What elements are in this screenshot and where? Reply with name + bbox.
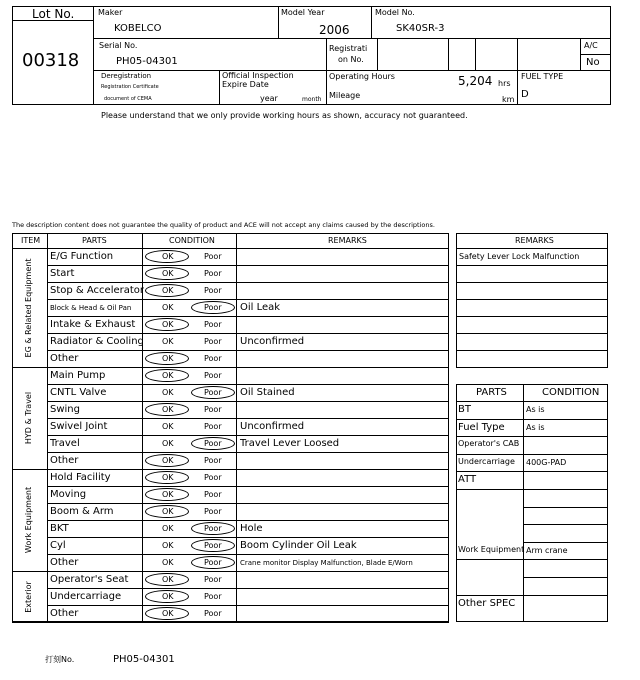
ok-option: OK (162, 609, 174, 618)
deregistration-sub-2: document of CEMA (104, 96, 152, 102)
lot-label: Lot No. (32, 7, 75, 21)
part-label: Other (50, 353, 79, 364)
part-label: Swivel Joint (50, 421, 108, 432)
ok-option: OK (162, 456, 174, 465)
maker-value: KOBELCO (114, 23, 162, 34)
ok-selected-mark (145, 607, 189, 620)
ok-selected-mark (145, 403, 189, 416)
condition-entry: 400G-PAD (526, 457, 567, 467)
part-label: Travel (50, 438, 80, 449)
parts-entry: Other SPEC (458, 597, 516, 609)
remark-text: Travel Lever Loosed (240, 438, 340, 449)
model-no-value: SK40SR-3 (396, 23, 445, 34)
part-label: Other (50, 557, 79, 568)
ok-option: OK (162, 558, 174, 567)
poor-option: Poor (204, 473, 222, 482)
part-label: Intake & Exhaust (50, 319, 136, 330)
ok-selected-mark (145, 369, 189, 382)
ok-option: OK (162, 337, 174, 346)
ok-option: OK (162, 439, 174, 448)
ok-option: OK (162, 320, 174, 329)
ok-option: OK (162, 388, 174, 397)
ok-selected-mark (145, 488, 189, 501)
deregistration-sub-1: Registration Certificate (101, 84, 159, 90)
ac-label: A/C (584, 41, 598, 50)
part-label: Operator's Seat (50, 574, 129, 585)
col-item-header: ITEM (21, 236, 41, 245)
parts-entry: Undercarriage (458, 456, 515, 466)
ok-selected-mark (145, 590, 189, 603)
poor-option: Poor (204, 592, 222, 601)
remark-text: Oil Stained (240, 387, 295, 398)
ok-option: OK (162, 354, 174, 363)
group-label: Work Equipment (24, 486, 33, 554)
ok-selected-mark (145, 505, 189, 518)
hours-unit: hrs (498, 79, 511, 88)
ok-option: OK (162, 490, 174, 499)
poor-option: Poor (204, 320, 222, 329)
fuel-type-label: FUEL TYPE (521, 72, 564, 81)
disclaimer: The description content does not guarantee the quality of product and ACE will not accept any claims caused by the descriptions. (12, 221, 435, 229)
mileage-label: Mileage (329, 91, 361, 100)
part-label: Swing (50, 404, 80, 415)
poor-selected-mark (191, 539, 235, 552)
poor-option: Poor (204, 252, 222, 261)
poor-option: Poor (204, 303, 222, 312)
ok-option: OK (162, 371, 174, 380)
ok-selected-mark (145, 318, 189, 331)
operating-hours-label: Operating Hours (329, 72, 395, 81)
lot-number: 00318 (22, 50, 80, 71)
parts-entry: BT (458, 404, 471, 415)
remark-text: Unconfirmed (240, 421, 305, 432)
part-label: Start (50, 268, 75, 279)
fuel-type-value: D (521, 89, 529, 100)
part-label: Undercarriage (50, 591, 122, 602)
stamp-label: 打刻No. (45, 655, 75, 664)
inspection-label: Official Inspection (222, 71, 294, 80)
ok-option: OK (162, 592, 174, 601)
poor-option: Poor (204, 575, 222, 584)
col-condition-header: CONDITION (169, 236, 215, 245)
poor-option: Poor (204, 456, 222, 465)
stamp-value: PH05-04301 (113, 654, 175, 665)
poor-option: Poor (204, 269, 222, 278)
group-label: Exterior (24, 580, 33, 613)
registration-label: Registrati (329, 44, 368, 53)
poor-selected-mark (191, 522, 235, 535)
ok-selected-mark (145, 250, 189, 263)
poor-option: Poor (204, 371, 222, 380)
parts-entry: Operator's CAB (458, 439, 520, 449)
remarks-header: REMARKS (515, 236, 554, 245)
model-no-label: Model No. (375, 8, 415, 17)
ok-selected-mark (145, 454, 189, 467)
part-label: Stop & Accelerator (50, 285, 145, 296)
ok-option: OK (162, 422, 174, 431)
group-label: HYD & Travel (24, 391, 33, 445)
month-label: month (302, 96, 322, 103)
ok-selected-mark (145, 573, 189, 586)
poor-option: Poor (204, 337, 222, 346)
poor-option: Poor (204, 422, 222, 431)
inspection-label-2: Expire Date (222, 80, 269, 89)
poor-option: Poor (204, 439, 222, 448)
part-label: Boom & Arm (50, 506, 114, 517)
poor-selected-mark (191, 437, 235, 450)
part-label: Radiator & Cooling (50, 336, 144, 347)
deregistration-label: Deregistration (101, 72, 152, 80)
poor-option: Poor (204, 609, 222, 618)
part-label: CNTL Valve (50, 387, 107, 398)
ok-option: OK (162, 269, 174, 278)
remark-text: Oil Leak (240, 302, 281, 313)
part-label: BKT (50, 523, 69, 534)
ok-option: OK (162, 473, 174, 482)
hours-note: Please understand that we only provide working hours as shown, accuracy not guaranteed. (101, 111, 468, 120)
col-remarks-header: REMARKS (328, 236, 367, 245)
ac-value: No (586, 57, 600, 68)
ok-option: OK (162, 286, 174, 295)
ok-option: OK (162, 507, 174, 516)
model-year-value: 2006 (319, 23, 350, 37)
part-label: Hold Facility (50, 472, 111, 483)
ok-option: OK (162, 575, 174, 584)
part-label: Moving (50, 489, 87, 500)
part-label: E/G Function (50, 251, 114, 262)
parts-entry: Fuel Type (458, 421, 505, 433)
ok-selected-mark (145, 471, 189, 484)
col-parts-header: PARTS (82, 236, 107, 245)
poor-option: Poor (204, 405, 222, 414)
poor-selected-mark (191, 301, 235, 314)
poor-selected-mark (191, 386, 235, 399)
operating-hours-value: 5,204 (458, 74, 493, 88)
part-label: Other (50, 455, 79, 466)
serial-value: PH05-04301 (116, 56, 178, 67)
part-label: Block & Head & Oil Pan (50, 304, 132, 312)
condition-entry: As is (526, 405, 545, 414)
poor-option: Poor (204, 388, 222, 397)
poor-option: Poor (204, 490, 222, 499)
remark-text: Unconfirmed (240, 336, 305, 347)
ok-option: OK (162, 524, 174, 533)
poor-selected-mark (191, 556, 235, 569)
poor-option: Poor (204, 507, 222, 516)
condition-entry: Arm crane (526, 545, 568, 555)
remark-text: Hole (240, 523, 263, 534)
parts-table (456, 384, 608, 622)
poor-option: Poor (204, 558, 222, 567)
year-label: year (260, 94, 278, 103)
model-year-label: Model Year (281, 8, 325, 17)
poor-option: Poor (204, 286, 222, 295)
remark-text: Crane monitor Display Malfunction, Blade E/Worn (240, 559, 413, 567)
parts-entry: Work Equipment (458, 544, 525, 554)
part-label: Other (50, 608, 79, 619)
remark-entry: Safety Lever Lock Malfunction (459, 252, 580, 261)
poor-option: Poor (204, 541, 222, 550)
condition-col-header: CONDITION (542, 387, 600, 398)
ok-option: OK (162, 541, 174, 550)
poor-option: Poor (204, 524, 222, 533)
ok-selected-mark (145, 352, 189, 365)
parts-col-header: PARTS (476, 387, 507, 398)
group-label: EG & Related Equipment (24, 258, 33, 357)
poor-option: Poor (204, 354, 222, 363)
ok-selected-mark (145, 267, 189, 280)
condition-entry: As is (526, 422, 545, 432)
serial-label: Serial No. (99, 41, 138, 50)
ok-selected-mark (145, 284, 189, 297)
mileage-unit: km (502, 95, 515, 104)
part-label: Main Pump (50, 370, 106, 381)
registration-label-2: on No. (338, 55, 364, 64)
ok-option: OK (162, 252, 174, 261)
remark-text: Boom Cylinder Oil Leak (240, 540, 357, 551)
parts-entry: ATT (458, 474, 477, 486)
ok-option: OK (162, 303, 174, 312)
maker-label: Maker (98, 8, 123, 17)
part-label: Cyl (50, 540, 66, 551)
ok-option: OK (162, 405, 174, 414)
